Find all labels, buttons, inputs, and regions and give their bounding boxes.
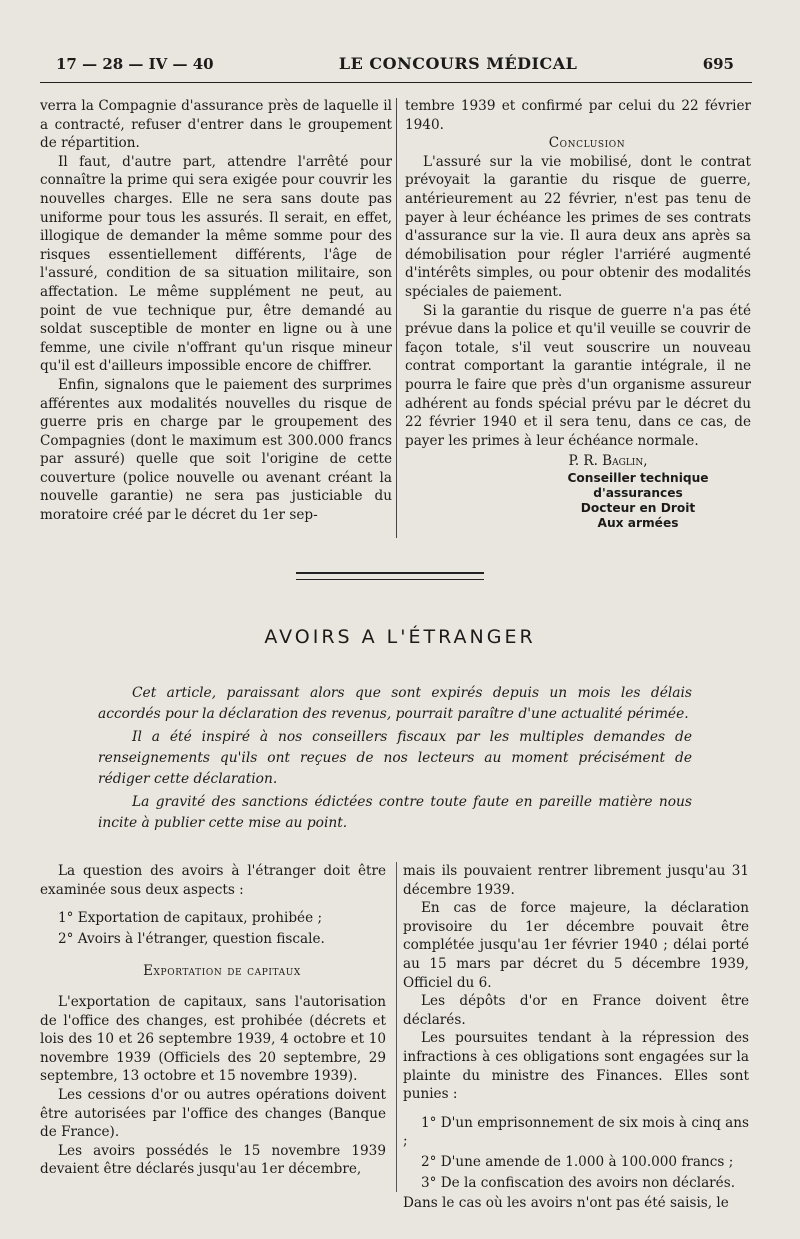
article-title: AVOIRS A L'ÉTRANGER bbox=[264, 626, 536, 648]
issue-date: 17 — 28 — IV — 40 bbox=[56, 55, 214, 73]
paragraph: verra la Compagnie d'assurance près de laquelle il a contracté, refuser d'entrer dans le groupement de répartition. bbox=[40, 98, 392, 152]
article-column-left bbox=[40, 862, 386, 1179]
aspect-item: 1° Exportation de capitaux, prohibée ; bbox=[58, 910, 323, 927]
paragraph: tembre 1939 et confirmé par celui du 22 février 1940. bbox=[405, 98, 751, 133]
running-header bbox=[56, 54, 734, 73]
intro-paragraph: Cet article, paraissant alors que sont expirés depuis un mois les délais accordés pour la déclaration des revenus, pourrait paraître d'une actualité périmée. bbox=[98, 685, 692, 722]
paragraph: Si la garantie du risque de guerre n'a pas été prévue dans la police et qu'il veuille se couvrir de façon totale, s'il veut souscrire un nouveau contrat comportant la garantie intégrale, il ne pourra le faire que près d'un organisme assureur adhérent au fonds spécial prévu par le décret du 22 février 1940 et il sera tenu, dans ce cas, de payer les primes à leur échéance normale. bbox=[405, 302, 751, 449]
page-number: 695 bbox=[702, 55, 734, 73]
paragraph: L'exportation de capitaux, sans l'autorisation de l'office des changes, est prohibée (décrets et lois des 10 et 26 septembre 1939, 4 octobre et 10 novembre 1939 (Officiels des 20 septembre, 29 septembre, 13 octobre et 15 novembre 1939). bbox=[40, 993, 386, 1085]
paragraph: Les dépôts d'or en France doivent être déclarés. bbox=[403, 993, 749, 1028]
paragraph: L'assuré sur la vie mobilisé, dont le contrat prévoyait la garantie du risque de guerre, antérieurement au 22 février, n'est pas tenu de payer à leur échéance les primes de ses contrats d'assurance sur la vie. Il aura deux ans après sa démobilisation pour régler l'arriéré augmenté d'intérêts simples, ou pour obtenir des modalités spéciales de paiement. bbox=[405, 153, 751, 300]
author-location: Aux armées bbox=[597, 515, 679, 530]
intro-paragraph: La gravité des sanctions édictées contre toute faute en pareille matière nous incite à publier cette mise au point. bbox=[98, 794, 692, 831]
section-heading-conclusion: Conclusion bbox=[548, 135, 626, 152]
author-signature bbox=[405, 452, 751, 531]
paragraph: Les cessions d'or ou autres opérations doivent être autorisées par l'office des changes (Banque de France). bbox=[40, 1086, 386, 1141]
header-rule bbox=[40, 82, 752, 83]
paragraph: Il faut, d'autre part, attendre l'arrêté pour connaître la prime qui sera exigée pour couvrir les nouvelles charges. Elle ne sera sans doute pas uniforme pour tous les assurés. Il serait, en effet, illogique de demander la même somme pour des risques essentiellement différents, l'âge de l'assuré, condition de sa situation militaire, son affectation. Le même supplément ne peut, au point de vue technique pur, être demandé au soldat susceptible de monter en ligne ou à une femme, une civile n'offrant qu'un risque mineur qu'il est d'ailleurs impossible encore de chiffrer. bbox=[40, 153, 392, 375]
author-title: Conseiller technique d'assurances bbox=[567, 470, 709, 500]
paragraph: Enfin, signalons que le paiement des surprimes afférentes aux modalités nouvelles du risque de guerre pris en charge par le groupement des Compagnies (dont le maximum est 300.000 francs par assuré) quelle que soit l'origine de cette couverture (police nouvelle ou avenant créant la nouvelle garantie) ne sera pas justiciable du moratoire créé par le décret du 1er sep- bbox=[40, 376, 392, 524]
paragraph: Dans le cas où les avoirs n'ont pas été saisis, le bbox=[403, 1195, 729, 1212]
column-separator bbox=[396, 98, 397, 538]
intro-paragraph: Il a été inspiré à nos conseillers fiscaux par les multiples demandes de renseignements qu'ils ont reçues de nos lecteurs au moment précisément de rédiger cette déclaration. bbox=[98, 729, 692, 787]
paragraph: Les avoirs possédés le 15 novembre 1939 devaient être déclarés jusqu'au 1er décembre, bbox=[40, 1142, 386, 1178]
penalty-item: 1° D'un emprisonnement de six mois à cinq ans ; bbox=[403, 1114, 750, 1150]
prev-article-column-right bbox=[405, 97, 751, 531]
paragraph: La question des avoirs à l'étranger doit être examinée sous deux aspects : bbox=[40, 863, 386, 898]
article-divider bbox=[296, 572, 484, 580]
prev-article-column-left bbox=[40, 97, 392, 525]
aspect-item: 2° Avoirs à l'étranger, question fiscale. bbox=[58, 930, 325, 947]
column-separator bbox=[396, 862, 397, 1192]
paragraph: En cas de force majeure, la déclaration provisoire du 1er décembre pouvait être complétée jusqu'au 1er février 1940 ; délai porté au 15 mars par décret du 5 décembre 1939, Officiel du 6. bbox=[403, 900, 749, 991]
article-intro bbox=[98, 683, 692, 836]
author-name: P. R. Baglin, bbox=[568, 453, 648, 470]
paragraph: Les poursuites tendant à la répression des infractions à ces obligations sont engagées sur la plainte du ministre des Finances. Elles sont punies : bbox=[403, 1030, 749, 1103]
author-degree: Docteur en Droit bbox=[580, 500, 696, 515]
penalty-item: 2° D'une amende de 1.000 à 100.000 francs ; bbox=[421, 1153, 734, 1170]
journal-title: LE CONCOURS MÉDICAL bbox=[338, 54, 578, 73]
paragraph: mais ils pouvaient rentrer librement jusqu'au 31 décembre 1939. bbox=[403, 863, 749, 898]
article-column-right bbox=[403, 862, 749, 1213]
penalty-item: 3° De la confiscation des avoirs non déclarés. bbox=[421, 1174, 736, 1191]
section-heading-export: Exportation de capitaux bbox=[143, 963, 301, 980]
